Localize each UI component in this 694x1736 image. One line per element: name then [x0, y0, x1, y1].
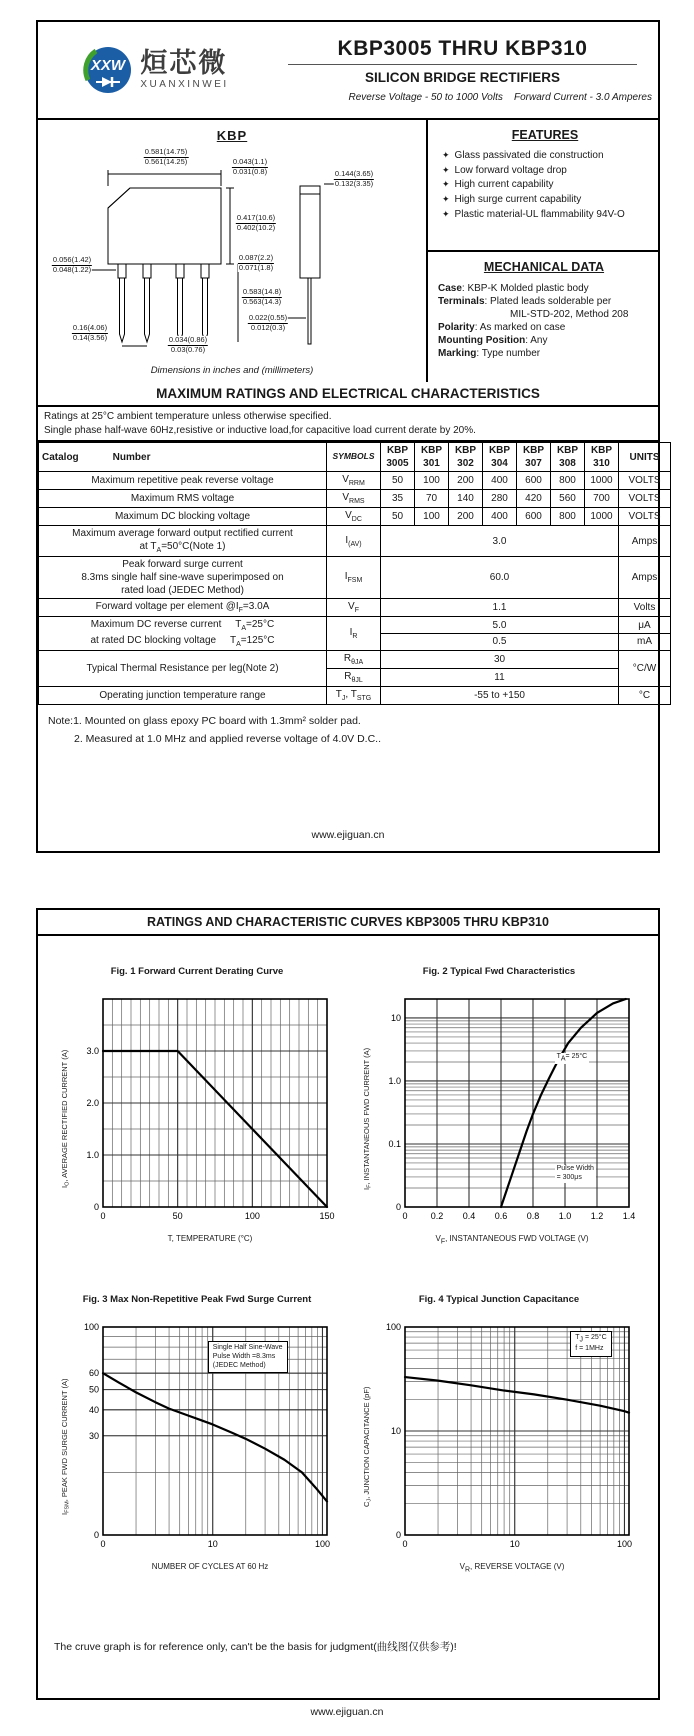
- svg-text:3.0: 3.0: [85, 1046, 99, 1056]
- mech-item: Polarity: As marked on case: [438, 322, 566, 333]
- feature-item: ✦ Glass passivated die construction: [442, 150, 604, 161]
- datasheet-page-2: [36, 908, 660, 1700]
- features-list: [442, 150, 648, 220]
- ratings-tagline: Reverse Voltage - 50 to 1000 Volts Forward Current - 3.0 Amperes: [348, 92, 652, 103]
- dimension-label: 0.087(2.2) 0.071(1.8): [238, 253, 274, 272]
- value-cell: 30: [381, 650, 619, 668]
- logo-mark-icon: [82, 44, 134, 96]
- fig2-y-axis-label: $I_F$, INSTANTANEOUS FWD CURRENT (A): [361, 1047, 372, 1190]
- mechanical-data-heading: MECHANICAL DATA: [483, 260, 605, 274]
- mech-item: Terminals: Plated leads solderable per: [438, 296, 612, 307]
- unit-cell: Volts: [619, 599, 671, 617]
- package-name: KBP: [216, 128, 248, 143]
- svg-text:1.0: 1.0: [387, 1075, 401, 1086]
- svg-text:10: 10: [390, 1012, 401, 1023]
- chart-annotation: Pulse Width = 300μs: [556, 1165, 594, 1182]
- fig3-title: Fig. 3 Max Non-Repetitive Peak Fwd Surge Current: [82, 1293, 312, 1305]
- symbol-cell: $T_J$, $T_{STG}$: [327, 686, 381, 704]
- svg-text:10: 10: [390, 1425, 401, 1436]
- company-name-cn: 烜芯微: [140, 48, 228, 78]
- parameter-label: Maximum repetitive peak reverse voltage: [39, 472, 327, 490]
- package-outline-panel: [38, 120, 428, 382]
- symbol-cell: $V_{RRM}$: [327, 472, 381, 490]
- parameter-label: Peak forward surge current 8.3ms single half sine-wave superimposed on rated load (JEDEC Method): [39, 557, 327, 599]
- svg-text:40: 40: [88, 1404, 99, 1415]
- svg-text:100: 100: [83, 1321, 99, 1332]
- svg-text:0.1: 0.1: [387, 1138, 401, 1149]
- features-panel: [428, 120, 658, 252]
- col-header-device: KBP 308: [551, 443, 585, 472]
- svg-text:0: 0: [99, 1211, 106, 1221]
- fig3-y-axis-label: $I_{FSM}$, PEAK FWD SURGE CURRENT (A): [59, 1377, 70, 1515]
- unit-cell: mA: [619, 634, 671, 651]
- fig2-chart-canvas: [375, 991, 637, 1227]
- fig1-x-axis-label: T, TEMPERATURE (°C): [167, 1234, 253, 1243]
- table-row: [39, 490, 671, 508]
- value-cell: 800: [551, 508, 585, 526]
- svg-text:1.0: 1.0: [558, 1211, 571, 1221]
- datasheet-page-1: [36, 20, 660, 853]
- table-row: [39, 443, 671, 472]
- features-heading: FEATURES: [511, 128, 579, 142]
- note-2: 2. Measured at 1.0 MHz and applied reverse voltage of 4.0V D.C..: [74, 732, 381, 745]
- fig4-x-axis-label: $V_R$, REVERSE VOLTAGE (V): [459, 1561, 565, 1574]
- value-cell: 0.5: [381, 634, 619, 651]
- fig2-x-axis-label: $V_F$, INSTANTANEOUS FWD VOLTAGE (V): [435, 1234, 589, 1246]
- feature-item: ✦ Plastic material-UL flammability 94V-O: [442, 208, 625, 220]
- svg-text:10: 10: [207, 1538, 218, 1549]
- feature-bullet-icon: ✦: [442, 179, 450, 190]
- symbol-cell: $R_{\theta JA}$: [327, 650, 381, 668]
- table-row: [39, 617, 671, 634]
- parameter-label: Typical Thermal Resistance per leg(Note 2): [39, 650, 327, 686]
- value-cell: 420: [517, 490, 551, 508]
- unit-cell: VOLTS: [619, 508, 671, 526]
- parameter-label: Maximum DC blocking voltage: [39, 508, 327, 526]
- package-drawing: [38, 146, 426, 352]
- parameter-label: Maximum DC reverse current $T_A=25^\circ C$ at rated DC blocking voltage $T_A=125^\circ C$: [39, 617, 327, 650]
- mech-item: Marking: Type number: [438, 348, 541, 359]
- col-header-device: KBP 3005: [381, 443, 415, 472]
- svg-text:2.0: 2.0: [85, 1098, 99, 1108]
- svg-text:1.0: 1.0: [85, 1150, 99, 1160]
- col-header-symbols: SYMBOLS: [327, 443, 381, 472]
- table-row: [39, 686, 671, 704]
- notes-block: [38, 705, 658, 757]
- page-title: KBP3005 THRU KBP310: [337, 37, 588, 60]
- col-header-device: KBP 307: [517, 443, 551, 472]
- ratings-banner: MAXIMUM RATINGS AND ELECTRICAL CHARACTERISTICS: [38, 382, 658, 407]
- ratings-conditions: [38, 407, 658, 442]
- parameter-label: Maximum average forward output rectified current at $T_A=50^\circ C(Note$ 1): [39, 526, 327, 557]
- table-row: [39, 508, 671, 526]
- fig4-typical-junction-capacitance: [348, 1294, 650, 1574]
- svg-text:0.6: 0.6: [494, 1211, 507, 1221]
- value-cell: 35: [381, 490, 415, 508]
- fig4-y-axis-label: $C_J$, JUNCTION CAPACITANCE (pF): [361, 1385, 372, 1507]
- fig1-forward-current-derating: [46, 966, 348, 1246]
- value-cell: 700: [585, 490, 619, 508]
- col-header-units: UNITS: [619, 443, 671, 472]
- page1-footer-url: www.ejiguan.cn: [311, 829, 385, 841]
- mechanical-data-panel: [428, 252, 658, 382]
- svg-text:0.8: 0.8: [526, 1211, 539, 1221]
- value-cell: 1000: [585, 508, 619, 526]
- svg-text:60: 60: [88, 1367, 99, 1378]
- ratings-condition-1: Ratings at 25°C ambient temperature unless otherwise specified.: [44, 411, 332, 422]
- value-cell: 400: [483, 472, 517, 490]
- col-header-device: KBP 304: [483, 443, 517, 472]
- value-cell: 400: [483, 508, 517, 526]
- value-cell: 70: [415, 490, 449, 508]
- dimension-label: 0.043(1.1) 0.031(0.8): [232, 157, 268, 176]
- feature-item: ✦ High surge current capability: [442, 194, 582, 206]
- feature-bullet-icon: ✦: [442, 164, 450, 175]
- value-cell: 560: [551, 490, 585, 508]
- dimension-label: 0.144(3.65) 0.132(3.35): [334, 169, 374, 188]
- feature-bullet-icon: ✦: [442, 194, 450, 205]
- symbol-cell: $V_F$: [327, 599, 381, 617]
- chart-annotation: $T_A= 25^\circ C$: [556, 1053, 588, 1063]
- fig1-y-axis-label: $I_O$, AVERAGE RECTIFIED CURRENT (A): [59, 1049, 70, 1188]
- unit-cell: Amps: [619, 557, 671, 599]
- value-cell: 600: [517, 508, 551, 526]
- svg-text:0: 0: [99, 1538, 106, 1549]
- value-cell: -55 to +150: [381, 686, 619, 704]
- value-cell: 11: [381, 668, 619, 686]
- value-cell: 5.0: [381, 617, 619, 634]
- package-caption: Dimensions in inches and (millimeters): [150, 365, 314, 376]
- unit-cell: VOLTS: [619, 490, 671, 508]
- dimension-label: 0.581(14.75) 0.561(14.25): [144, 147, 188, 166]
- svg-text:50: 50: [172, 1211, 183, 1221]
- value-cell: 280: [483, 490, 517, 508]
- parameter-label: Maximum RMS voltage: [39, 490, 327, 508]
- unit-cell: °C/W: [619, 650, 671, 686]
- value-cell: 100: [415, 472, 449, 490]
- svg-text:10: 10: [509, 1538, 520, 1549]
- svg-text:30: 30: [88, 1430, 99, 1441]
- dimension-label: 0.056(1.42) 0.048(1.22): [52, 255, 92, 274]
- symbol-cell: $V_{DC}$: [327, 508, 381, 526]
- svg-text:XXW: XXW: [91, 57, 126, 74]
- svg-text:0: 0: [395, 1202, 401, 1212]
- feature-item: ✦ Low forward voltage drop: [442, 164, 567, 176]
- svg-text:100: 100: [244, 1211, 260, 1221]
- dimension-label: 0.022(0.55) 0.012(0.3): [248, 313, 288, 332]
- feature-bullet-icon: ✦: [442, 150, 450, 160]
- fig1-chart-canvas: [73, 991, 335, 1227]
- title-divider: [288, 64, 637, 65]
- header: [38, 22, 658, 120]
- value-cell: 60.0: [381, 557, 619, 599]
- svg-text:0: 0: [93, 1529, 99, 1540]
- svg-text:50: 50: [88, 1384, 99, 1395]
- value-cell: 200: [449, 508, 483, 526]
- fig3-chart-canvas: [73, 1319, 335, 1555]
- value-cell: 50: [381, 508, 415, 526]
- svg-text:0: 0: [395, 1529, 401, 1540]
- mech-item: Case: KBP-K Molded plastic body: [438, 283, 589, 294]
- table-row: [39, 650, 671, 668]
- col-header-device: KBP 310: [585, 443, 619, 472]
- title-block: [273, 22, 658, 118]
- svg-text:100: 100: [385, 1321, 401, 1332]
- svg-text:0.4: 0.4: [462, 1211, 475, 1221]
- table-row: [39, 557, 671, 599]
- table-row: [39, 526, 671, 557]
- unit-cell: °C: [619, 686, 671, 704]
- fig1-title: Fig. 1 Forward Current Derating Curve: [110, 966, 284, 977]
- symbol-cell: $R_{\theta JL}$: [327, 668, 381, 686]
- fig3-x-axis-label: NUMBER OF CYCLES AT 60 Hz: [151, 1561, 269, 1571]
- fig2-title: Fig. 2 Typical Fwd Characteristics: [422, 966, 576, 977]
- svg-text:0: 0: [93, 1202, 99, 1212]
- symbol-cell: $I_R$: [327, 617, 381, 650]
- note-1: Note:1. Mounted on glass epoxy PC board with 1.3mm² solder pad.: [48, 714, 361, 727]
- dimension-label: 0.417(10.6) 0.402(10.2): [236, 213, 276, 232]
- col-header-device: KBP 301: [415, 443, 449, 472]
- col-header-device: KBP 302: [449, 443, 483, 472]
- dimension-label: 0.034(0.86) 0.03(0.76): [168, 335, 208, 354]
- mechanical-data-list: [438, 282, 650, 360]
- svg-text:1.4: 1.4: [622, 1211, 635, 1221]
- parameter-label: Forward voltage per element $@I_F=3.0A$: [39, 599, 327, 617]
- symbol-cell: $I_{(AV)}$: [327, 526, 381, 557]
- ratings-condition-2: Single phase half-wave 60Hz,resistive or inductive load,for capacitive load current derate by 20%.: [44, 424, 476, 436]
- unit-cell: μA: [619, 617, 671, 634]
- dimension-label: 0.16(4.06) 0.14(3.56): [72, 323, 108, 342]
- dimension-label: 0.583(14.8) 0.563(14.3): [242, 287, 282, 306]
- company-logo: [38, 22, 273, 118]
- unit-cell: VOLTS: [619, 472, 671, 490]
- fig2-typical-fwd-characteristics: [348, 966, 650, 1246]
- company-name-en: XUANXINWEI: [140, 79, 229, 90]
- feature-item: ✦ High current capability: [442, 179, 554, 191]
- value-cell: 600: [517, 472, 551, 490]
- svg-text:150: 150: [318, 1211, 335, 1221]
- value-cell: 3.0: [381, 526, 619, 557]
- value-cell: 1.1: [381, 599, 619, 617]
- table-row: [39, 472, 671, 490]
- value-cell: 50: [381, 472, 415, 490]
- page2-footer-url: www.ejiguan.cn: [310, 1706, 384, 1718]
- curves-disclaimer: The cruve graph is for reference only, can't be the basis for judgment(曲线图仅供参考)!: [54, 1641, 457, 1653]
- curves-banner: RATINGS AND CHARACTERISTIC CURVES KBP3005 THRU KBP310: [38, 910, 658, 936]
- svg-text:0.2: 0.2: [430, 1211, 443, 1221]
- parameter-label: Operating junction temperature range: [39, 686, 327, 704]
- value-cell: 140: [449, 490, 483, 508]
- feature-bullet-icon: ✦: [442, 208, 450, 219]
- symbol-cell: $V_{RMS}$: [327, 490, 381, 508]
- svg-text:0: 0: [401, 1211, 408, 1221]
- col-header-catalog-number: Catalog Number: [39, 443, 327, 472]
- table-row: [39, 599, 671, 617]
- mech-item: Mounting Position: Any: [438, 335, 548, 346]
- svg-text:100: 100: [314, 1538, 330, 1549]
- ratings-table: [38, 442, 671, 705]
- charts-grid: [38, 966, 658, 1573]
- fig3-peak-fwd-surge-current: [46, 1294, 348, 1574]
- unit-cell: Amps: [619, 526, 671, 557]
- svg-text:0: 0: [401, 1538, 408, 1549]
- symbol-cell: $I_{FSM}$: [327, 557, 381, 599]
- svg-text:100: 100: [616, 1538, 632, 1549]
- value-cell: 1000: [585, 472, 619, 490]
- page-subtitle: SILICON BRIDGE RECTIFIERS: [364, 70, 560, 85]
- value-cell: 800: [551, 472, 585, 490]
- svg-text:1.2: 1.2: [590, 1211, 603, 1221]
- value-cell: 100: [415, 508, 449, 526]
- mech-item-cont: MIL-STD-202, Method 208: [510, 309, 629, 320]
- fig4-title: Fig. 4 Typical Junction Capacitance: [418, 1293, 580, 1305]
- value-cell: 200: [449, 472, 483, 490]
- chart-annotation: Single Half Sine-Wave Pulse Width =8.3ms (JEDEC Method): [208, 1341, 288, 1373]
- chart-annotation: $T_J = 25^\circ C$ f = 1MHz: [570, 1331, 611, 1357]
